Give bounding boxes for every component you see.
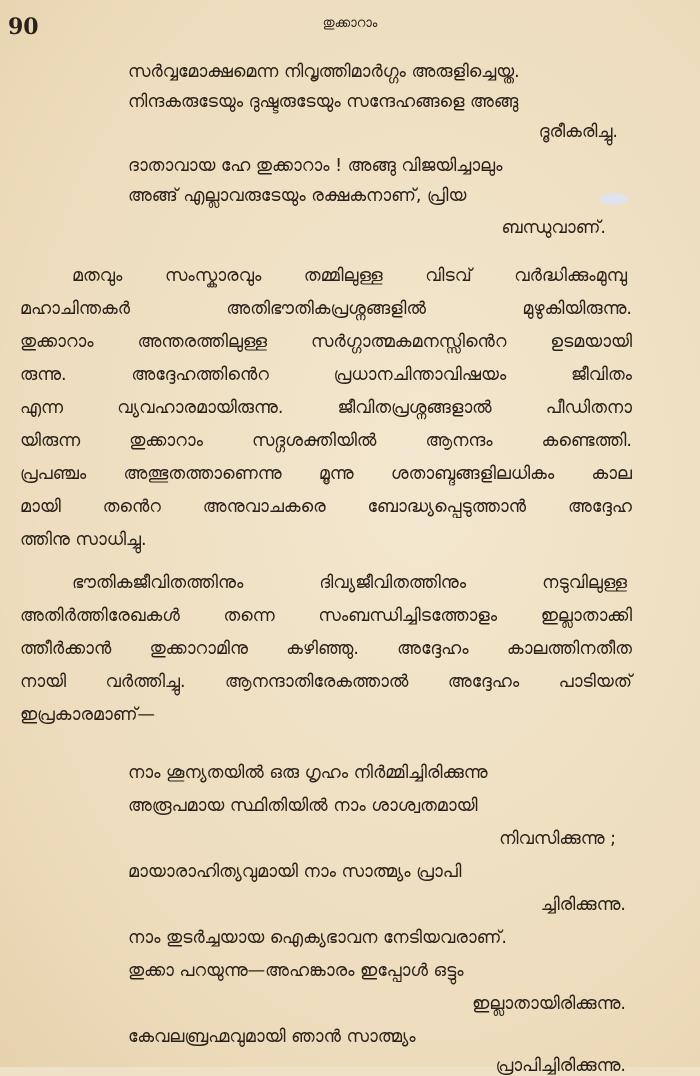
paragraph-line: രുന്നു. അദ്ദേഹത്തിൻെറ പ്രധാനചിന്താവിഷയം ജീവിതം bbox=[20, 365, 632, 385]
verse-line: നിവസിക്കുന്നു ; bbox=[499, 829, 616, 849]
verse-line: ബന്ധുവാണ്. bbox=[501, 218, 606, 238]
paragraph-line: മഹാചിന്തകർ അതിഭൗതികപ്രശ്നങ്ങളിൽ മുഴുകിയിരുന്നു. bbox=[20, 299, 632, 319]
paragraph-line: പ്രപഞ്ചം അത്ഭുതത്താണെന്നു മൂന്നു ശതാബ്ദങ്ങളിലധികം കാല bbox=[20, 464, 632, 484]
verse-line: സർവ്വമോക്ഷമെന്ന നിവൃത്തിമാർഗ്ഗം അരുളിച്ചെയ്ത. bbox=[128, 62, 520, 82]
paragraph-line: എന്ന വ്യവഹാരമായിരുന്നു. ജീവിതപ്രശ്നങ്ങളാൽ പീഡിതനാ bbox=[20, 398, 632, 418]
verse-line: നാം തുടർച്ചയായ ഐക്യഭാവന നേടിയവരാണ്. bbox=[128, 928, 507, 948]
verse-line: മായാരാഹിത്യവുമായി നാം സാത്മ്യം പ്രാപി bbox=[128, 862, 462, 882]
paragraph-line: ത്തിനു സാധിച്ചു. bbox=[20, 530, 147, 550]
paragraph-line: നായി വർത്തിച്ചു. ആനന്ദാതിരേകത്താൽ അദ്ദേഹം പാടിയത് bbox=[20, 672, 632, 692]
page-number: 90 bbox=[8, 14, 39, 40]
verse-line: പ്രാപിച്ചിരിക്കുന്നു. bbox=[495, 1056, 626, 1076]
verse-line: കേവലബ്രഹ്മവുമായി ഞാൻ സാത്മ്യം bbox=[128, 1027, 416, 1047]
verse-line: ച്ചിരിക്കുന്നു. bbox=[540, 895, 626, 915]
verse-line: നിന്ദകരുടേയും ദുഷ്ടരുടേയും സന്ദേഹങ്ങളെ അങ്ങു bbox=[128, 92, 519, 112]
paragraph-line: ത്തീർക്കാൻ തുക്കാറാമിനു കഴിഞ്ഞു. അദ്ദേഹം കാലത്തിനതീത bbox=[20, 639, 632, 659]
paragraph-line: ഭൗതികജീവിതത്തിനും ദിവ്യജീവിതത്തിനും നടുവിലുള്ള bbox=[72, 573, 627, 593]
verse-line: അരൂപമായ സ്ഥിതിയിൽ നാം ശാശ്വതമായി bbox=[128, 796, 478, 816]
ink-smudge bbox=[600, 193, 628, 205]
verse-line: അങ്ങ് എല്ലാവരുടേയും രക്ഷകനാണ്, പ്രിയ bbox=[128, 186, 467, 206]
verse-line: ഇല്ലാതായിരിക്കുന്നു. bbox=[472, 994, 626, 1014]
paragraph-line: യിരുന്ന തുക്കാറാം സദ്ഗശക്തിയിൽ ആനന്ദം കണ്ടെത്തി. bbox=[20, 431, 632, 451]
paragraph-line: ഇപ്രകാരമാണ്— bbox=[20, 705, 156, 725]
running-title: തുക്കാറാം bbox=[322, 16, 378, 31]
verse-line: നാം ശൂന്യതയിൽ ഒരു ഗൃഹം നിർമ്മിച്ചിരിക്കുന്നു bbox=[128, 763, 488, 783]
paragraph-line: തുക്കാറാം അന്തരത്തിലുള്ള സർഗ്ഗാത്മകമനസ്സിൻെറ ഉടമയായി bbox=[20, 332, 632, 352]
paragraph-line: മായി തൻെറ അനുവാചകരെ ബോദ്ധ്യപ്പെടുത്താൻ അദ്ദേഹ bbox=[20, 497, 632, 517]
verse-line: ദൂരീകരിച്ചു. bbox=[538, 122, 618, 142]
verse-line: ദാതാവായ ഹേ തുക്കാറാം ! അങ്ങു വിജയിച്ചാലും bbox=[128, 156, 503, 176]
paragraph-line: അതിർത്തിരേഖകൾ തന്നെ സംബന്ധിച്ചിടത്തോളം ഇല്ലാതാക്കി bbox=[20, 606, 632, 626]
paragraph-line: മതവും സംസ്കാരവും തമ്മിലുള്ള വിടവ് വർദ്ധിക്കുംമുമ്പു bbox=[72, 266, 627, 286]
verse-line: തുക്കാ പറയുന്നു—അഹങ്കാരം ഇപ്പോൾ ഒട്ടും bbox=[128, 961, 464, 981]
